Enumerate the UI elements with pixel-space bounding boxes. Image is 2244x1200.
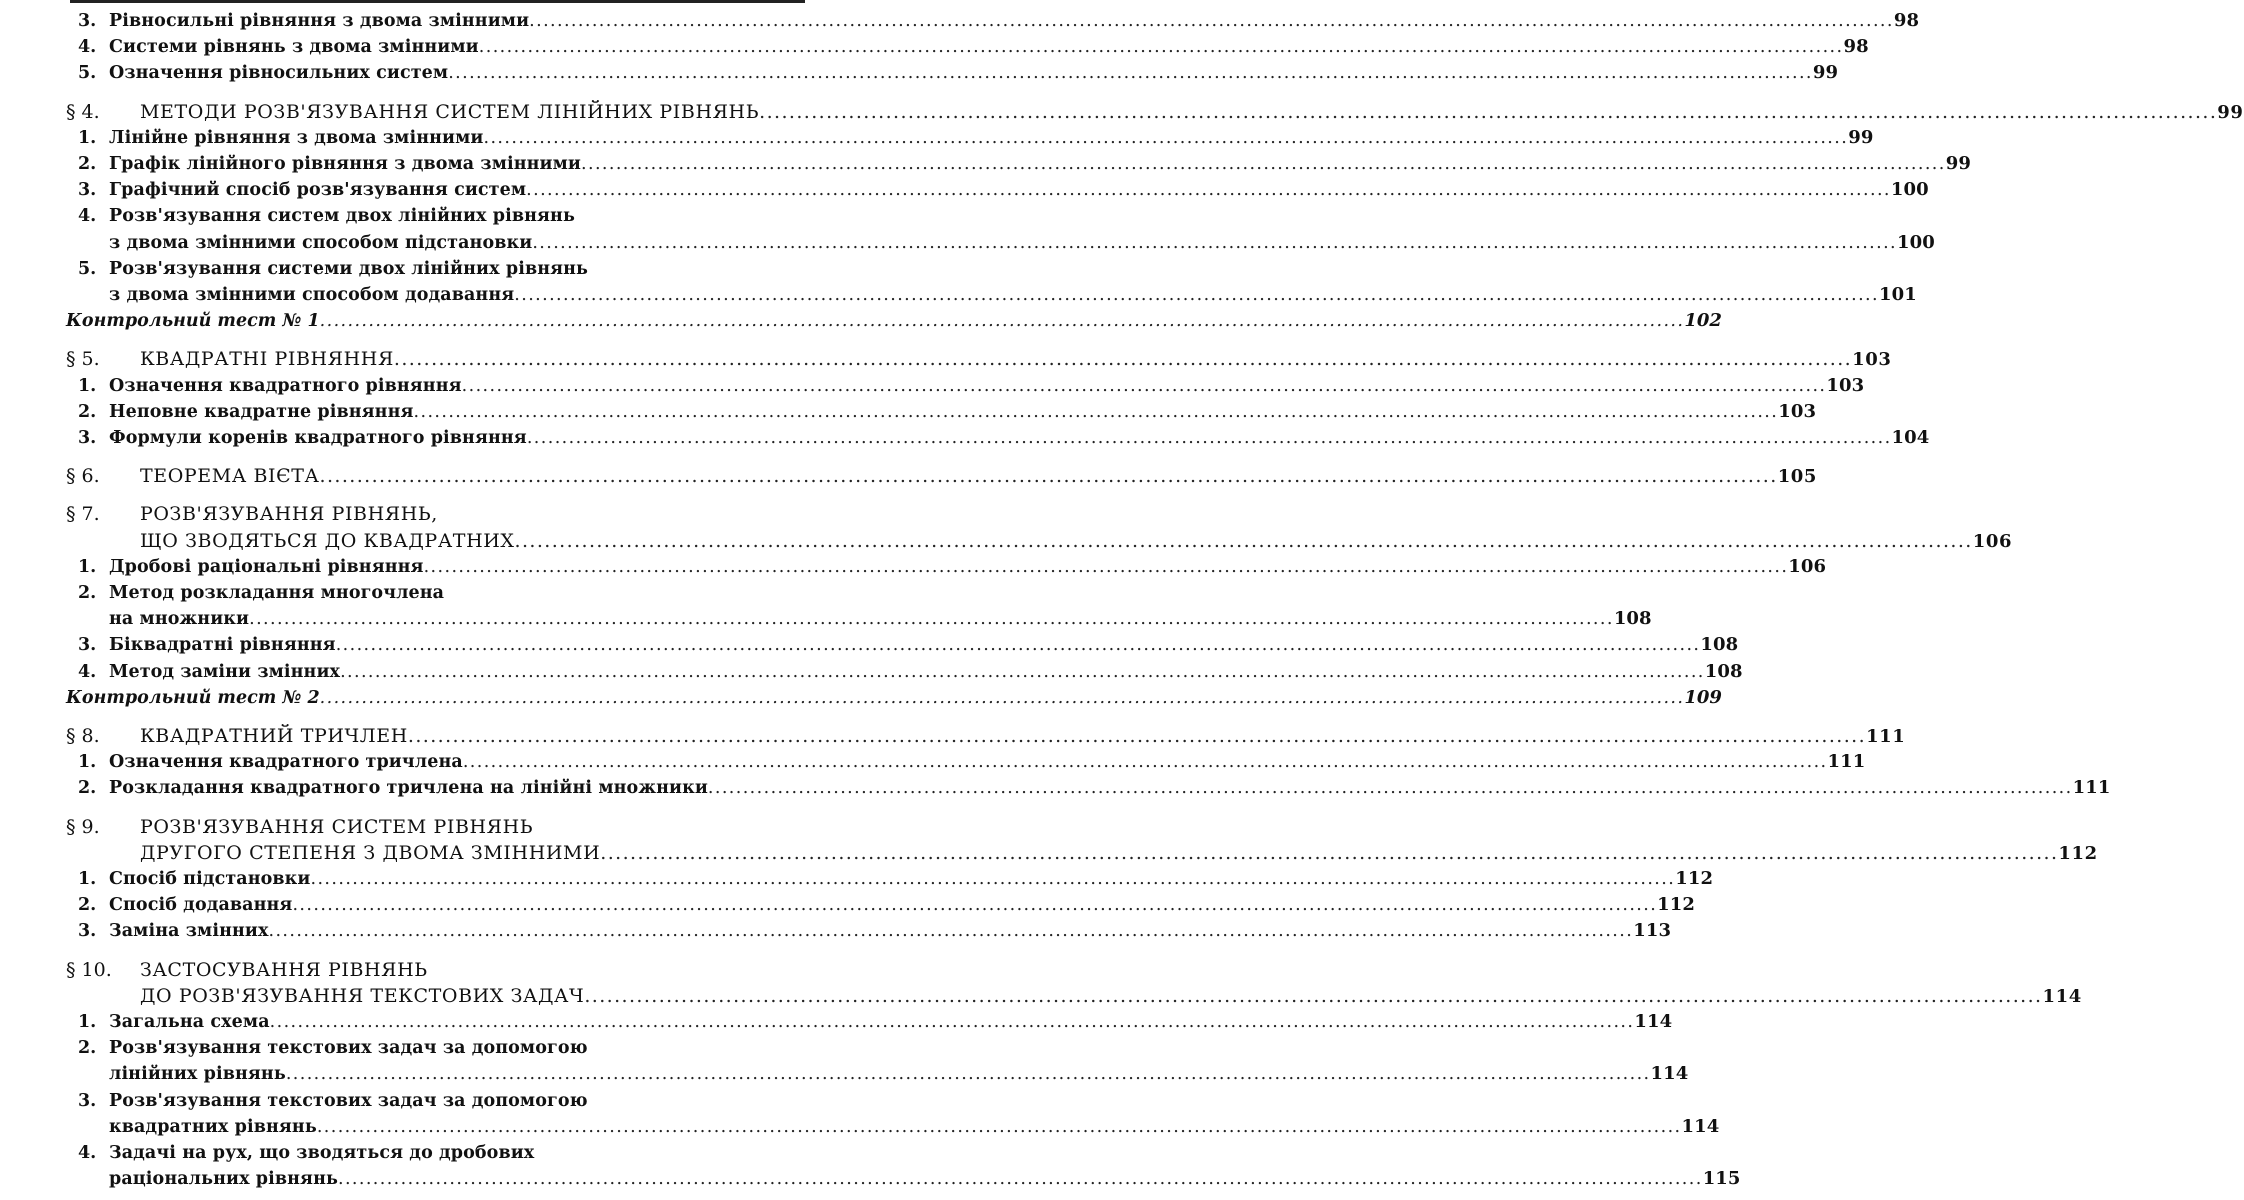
dot-leader xyxy=(462,373,1827,399)
toc-entry[interactable] xyxy=(0,866,1714,892)
dot-leader xyxy=(338,1166,1703,1192)
toc-entry-page-number: 100 xyxy=(1897,231,1935,253)
toc-entry-number: 1. xyxy=(78,869,97,889)
toc-entry-line xyxy=(109,60,1839,86)
toc-entry-title: квадратних рівнянь xyxy=(109,1116,317,1137)
toc-entry-title: Рівносильні рівняння з двома змінними xyxy=(109,11,530,31)
toc-entry-title-line1: Задачі на рух, що зводяться до дробових xyxy=(109,1143,535,1163)
toc-entry-line xyxy=(140,723,1906,750)
toc-entry-title-line1: Розв'язування текстових задач за допомогою xyxy=(109,1090,588,1111)
toc-entry-title: лінійних рівнянь xyxy=(109,1064,286,1085)
dot-leader xyxy=(526,177,1891,203)
dot-leader xyxy=(408,723,1866,749)
toc-entry-page-number: 108 xyxy=(1613,608,1652,630)
toc-entry-line xyxy=(109,125,1874,151)
toc-entry[interactable] xyxy=(0,151,1971,177)
toc-entry[interactable] xyxy=(0,425,1930,451)
toc-entry-line xyxy=(109,177,1929,203)
toc-entry-page-number: 102 xyxy=(1684,310,1722,332)
dot-leader xyxy=(708,775,2073,801)
dot-leader xyxy=(414,399,1779,425)
toc-entry-first-line xyxy=(0,580,815,606)
toc-entry-number: 2. xyxy=(78,778,97,799)
toc-entry[interactable] xyxy=(0,308,1722,334)
toc-entry-number: 3. xyxy=(78,921,97,942)
toc-entry-number: 3. xyxy=(78,1090,97,1111)
toc-entry-title: КВАДРАТНИЙ ТРИЧЛЕН xyxy=(140,725,408,747)
toc-entry-line xyxy=(109,1061,1689,1087)
toc-entry-page-number: 98 xyxy=(1843,36,1869,58)
toc-entry[interactable] xyxy=(0,8,1920,34)
toc-entry-number: 4. xyxy=(78,206,97,227)
toc-entry-line xyxy=(109,554,1827,580)
toc-entry-line xyxy=(109,892,1696,918)
toc-entry[interactable] xyxy=(0,399,1817,425)
toc-entry-number: 2. xyxy=(78,583,97,603)
toc-entry-line xyxy=(109,866,1714,892)
toc-entry-title: Заміна змінних xyxy=(109,921,269,942)
dot-leader xyxy=(336,632,1701,658)
toc-entry-number: § 6. xyxy=(66,465,100,488)
toc-entry-title: Загальна схема xyxy=(109,1012,270,1032)
toc-entry-first-line xyxy=(0,203,815,229)
toc-entry-number: § 5. xyxy=(66,348,100,371)
dot-leader xyxy=(311,866,1676,892)
toc-entry-page-number: 98 xyxy=(1893,10,1920,31)
toc-entry-title: з двома змінними способом підстановки xyxy=(109,232,533,253)
toc-entry[interactable] xyxy=(0,60,1839,86)
toc-entry[interactable] xyxy=(0,723,1906,749)
toc-entry[interactable] xyxy=(0,1061,1689,1087)
toc-entry-line xyxy=(140,840,2098,867)
toc-entry-page-number: 99 xyxy=(1812,62,1839,84)
toc-entry-title-line1: РОЗВ'ЯЗУВАННЯ СИСТЕМ РІВНЯНЬ xyxy=(140,815,534,838)
toc-entry-page-number: 114 xyxy=(1634,1011,1673,1032)
toc-entry-title: раціональних рівнянь xyxy=(109,1169,338,1190)
toc-entry-title: Неповне квадратне рівняння xyxy=(109,401,414,422)
toc-entry-first-line xyxy=(0,1140,815,1166)
toc-entry[interactable] xyxy=(0,346,1892,372)
toc-entry-page-number: 111 xyxy=(2072,777,2111,799)
toc-entry-page-number: 105 xyxy=(1777,466,1818,488)
toc-entry-line xyxy=(109,1114,1720,1140)
toc-entry-line xyxy=(109,282,1917,308)
toc-entry-line xyxy=(140,346,1892,373)
toc-entry-page-number: 100 xyxy=(1890,179,1929,201)
toc-entry[interactable] xyxy=(0,983,2082,1009)
dot-leader xyxy=(514,282,1879,308)
toc-entry-title: Графік лінійного рівняння з двома змінними xyxy=(109,154,582,174)
toc-entry-number: 5. xyxy=(78,258,97,279)
toc-entry[interactable] xyxy=(0,34,1869,60)
toc-entry-number: 2. xyxy=(78,1038,97,1059)
dot-leader xyxy=(463,749,1828,775)
toc-entry-title-line1: Розв'язування систем двох лінійних рівнянь xyxy=(109,206,575,227)
toc-entry-line xyxy=(66,685,1722,711)
dot-leader xyxy=(394,346,1852,372)
dot-leader xyxy=(584,983,2042,1009)
toc-entry-number: 4. xyxy=(78,1143,97,1163)
toc-entry-line xyxy=(109,8,1920,34)
dot-leader xyxy=(527,425,1892,451)
dot-leader xyxy=(532,230,1897,256)
toc-entry[interactable] xyxy=(0,125,1874,151)
toc-entry-number: § 7. xyxy=(66,503,100,526)
toc-entry-number: § 10. xyxy=(66,958,112,981)
toc-entry-page-number: 115 xyxy=(1702,1168,1741,1190)
top-rule xyxy=(70,0,805,3)
dot-leader xyxy=(484,125,1849,151)
toc-entry-number: 3. xyxy=(78,428,97,448)
toc-entry-first-line xyxy=(0,256,815,282)
toc-entry-number: 2. xyxy=(78,154,97,174)
dot-leader xyxy=(479,34,1844,60)
dot-leader xyxy=(448,60,1813,86)
dot-leader xyxy=(286,1061,1651,1087)
toc-entry-page-number: 114 xyxy=(2042,985,2082,1007)
toc-entry[interactable] xyxy=(0,282,1917,308)
toc-entry[interactable] xyxy=(0,99,2244,125)
toc-entry[interactable] xyxy=(0,463,1818,489)
toc-entry-first-line xyxy=(0,501,815,527)
toc-entry-page-number: 112 xyxy=(1675,868,1714,889)
toc-entry-title: Дробові раціональні рівняння xyxy=(109,556,424,577)
toc-entry-number: § 9. xyxy=(66,815,100,838)
toc-entry-page-number: 101 xyxy=(1878,284,1917,305)
toc-entry-first-line xyxy=(0,1088,815,1114)
toc-entry-title: МЕТОДИ РОЗВ'ЯЗУВАННЯ СИСТЕМ ЛІНІЙНИХ РІВНЯНЬ xyxy=(140,100,760,123)
toc-entry-line xyxy=(109,1009,1673,1035)
toc-entry[interactable] xyxy=(0,892,1696,918)
toc-entry-first-line xyxy=(0,1035,815,1061)
toc-entry-page-number: 112 xyxy=(1657,894,1696,916)
toc-entry-line xyxy=(66,308,1722,334)
toc-entry-line xyxy=(109,373,1865,399)
toc-entry-number: 3. xyxy=(78,180,97,201)
dot-leader xyxy=(270,1009,1635,1035)
toc-entry[interactable] xyxy=(0,554,1827,580)
toc-entry-page-number: 108 xyxy=(1704,660,1743,682)
toc-entry-number: 2. xyxy=(78,401,97,422)
toc-entry-title: КВАДРАТНІ РІВНЯННЯ xyxy=(140,348,394,371)
toc-entry-title: Біквадратні рівняння xyxy=(109,635,336,656)
toc-entry[interactable] xyxy=(0,775,2111,801)
dot-leader xyxy=(292,892,1657,918)
toc-entry-line xyxy=(140,99,2244,126)
toc-entry-title: Контрольний тест № 2 xyxy=(66,687,320,708)
toc-entry-page-number: 113 xyxy=(1633,920,1672,942)
toc-entry-line xyxy=(140,983,2082,1010)
toc-entry[interactable] xyxy=(0,632,1739,658)
toc-entry[interactable] xyxy=(0,230,1935,256)
toc-entry-page-number: 106 xyxy=(1788,555,1827,577)
toc-entry-page-number: 114 xyxy=(1681,1115,1720,1137)
toc-entry-page-number: 111 xyxy=(1866,726,1906,747)
dot-leader xyxy=(424,554,1789,580)
toc-entry-page-number: 104 xyxy=(1891,427,1930,448)
toc-entry-number: 3. xyxy=(78,635,97,656)
toc-entry-number: 1. xyxy=(78,375,97,396)
toc-entry-first-line xyxy=(0,814,815,840)
toc-entry-title: ЩО ЗВОДЯТЬСЯ ДО КВАДРАТНИХ xyxy=(140,529,515,552)
toc-entry-page-number: 99 xyxy=(2217,101,2244,123)
toc-entry-number: 5. xyxy=(78,63,97,84)
toc-entry-line xyxy=(109,775,2111,801)
toc-entry-number: 1. xyxy=(78,556,97,577)
toc-entry-line xyxy=(109,1166,1741,1192)
toc-entry-first-line xyxy=(0,957,815,983)
toc-entry[interactable] xyxy=(0,373,1865,399)
toc-entry-title: з двома змінними способом додавання xyxy=(109,285,515,305)
dot-leader xyxy=(317,1114,1682,1140)
toc-entry-line xyxy=(109,659,1743,685)
toc-entry-line xyxy=(109,34,1869,60)
toc-entry-line xyxy=(109,425,1930,451)
toc-entry-title: Графічний спосіб розв'язування систем xyxy=(109,180,527,201)
dot-leader xyxy=(320,463,1778,489)
toc-entry-title: Системи рівнянь з двома змінними xyxy=(109,37,479,58)
toc-entry-line xyxy=(109,399,1817,425)
toc-entry-page-number: 111 xyxy=(1827,751,1866,773)
toc-entry-number: 1. xyxy=(78,752,97,773)
toc-entry-line xyxy=(140,463,1818,490)
toc-entry-page-number: 103 xyxy=(1778,400,1817,422)
toc-entry-page-number: 106 xyxy=(1972,530,2013,552)
toc-entry-title-line1: РОЗВ'ЯЗУВАННЯ РІВНЯНЬ, xyxy=(140,503,438,526)
dot-leader xyxy=(759,99,2217,125)
toc-entry-page-number: 108 xyxy=(1700,634,1739,656)
toc-entry[interactable] xyxy=(0,840,2098,866)
toc-entry-line xyxy=(109,151,1971,177)
toc-entry-title: Метод заміни змінних xyxy=(109,661,341,682)
toc-entry-page-number: 103 xyxy=(1852,349,1892,371)
dot-leader xyxy=(600,840,2058,866)
dot-leader xyxy=(320,685,1685,711)
toc-entry[interactable] xyxy=(0,528,2013,554)
dot-leader xyxy=(320,308,1685,334)
dot-leader xyxy=(515,528,1973,554)
toc-entry-line xyxy=(109,632,1739,658)
toc-entry-line xyxy=(109,918,1672,944)
toc-entry-title: ТЕОРЕМА ВІЄТА xyxy=(140,465,320,488)
dot-leader xyxy=(269,918,1634,944)
toc-entry-title: ДРУГОГО СТЕПЕНЯ З ДВОМА ЗМІННИМИ xyxy=(140,841,601,864)
toc-entry-number: 4. xyxy=(78,37,97,58)
toc-entry[interactable] xyxy=(0,659,1743,685)
toc-entry-line xyxy=(109,230,1935,256)
dot-leader xyxy=(529,8,1894,34)
toc-entry-title-line1: Метод розкладання многочлена xyxy=(109,583,445,603)
toc-entry-title-line1: Розв'язування системи двох лінійних рівнянь xyxy=(109,258,589,279)
toc-entry[interactable] xyxy=(0,606,1652,632)
toc-entry-title: Лінійне рівняння з двома змінними xyxy=(109,127,484,148)
toc-entry[interactable] xyxy=(0,1166,1741,1192)
toc-entry-line xyxy=(109,749,1866,775)
toc-entry-page-number: 112 xyxy=(2058,842,2098,864)
toc-entry-page-number: 99 xyxy=(1945,153,1971,174)
toc-entry-number: 4. xyxy=(78,661,97,682)
toc-entry-title: Означення квадратного рівняння xyxy=(109,375,462,396)
toc-entry-title: Означення рівносильних систем xyxy=(109,63,449,84)
toc-entry-title: Контрольний тест № 1 xyxy=(66,311,320,332)
toc-entry-title: на множники xyxy=(109,609,250,630)
toc-entry-number: § 8. xyxy=(66,725,100,747)
toc-entry[interactable] xyxy=(0,749,1866,775)
dot-leader xyxy=(340,659,1705,685)
toc-entry-title: Розкладання квадратного тричлена на лінійні множники xyxy=(109,778,708,799)
toc-entry-title: Формули коренів квадратного рівняння xyxy=(109,428,527,448)
toc-entry-title: ДО РОЗВ'ЯЗУВАННЯ ТЕКСТОВИХ ЗАДАЧ xyxy=(140,984,585,1007)
toc-entry-title-line1: ЗАСТОСУВАННЯ РІВНЯНЬ xyxy=(140,958,428,981)
toc-entry[interactable] xyxy=(0,177,1929,203)
toc-entry[interactable] xyxy=(0,1114,1720,1140)
toc-entry-number: 1. xyxy=(78,127,97,148)
dot-leader xyxy=(249,606,1614,632)
toc-entry-page-number: 109 xyxy=(1684,686,1722,708)
toc-entry-line xyxy=(140,528,2013,555)
toc-entry[interactable] xyxy=(0,685,1722,711)
toc-entry-title: Означення квадратного тричлена xyxy=(109,752,463,773)
toc-entry-number: 2. xyxy=(78,895,97,916)
toc-entry-title: Спосіб підстановки xyxy=(109,869,311,889)
toc-entry-page-number: 99 xyxy=(1848,126,1874,148)
toc-entry-number: 1. xyxy=(78,1012,97,1032)
toc-entry[interactable] xyxy=(0,918,1672,944)
dot-leader xyxy=(581,151,1946,177)
toc-entry-page-number: 103 xyxy=(1826,374,1865,396)
toc-entry-line xyxy=(109,606,1652,632)
toc-entry-number: § 4. xyxy=(66,100,100,123)
toc-entry-title-line1: Розв'язування текстових задач за допомогою xyxy=(109,1038,588,1059)
toc-entry-title: Спосіб додавання xyxy=(109,895,293,916)
toc-entry[interactable] xyxy=(0,1009,1673,1035)
toc-entry-page-number: 114 xyxy=(1650,1063,1689,1085)
toc-entry-number: 3. xyxy=(78,11,97,31)
